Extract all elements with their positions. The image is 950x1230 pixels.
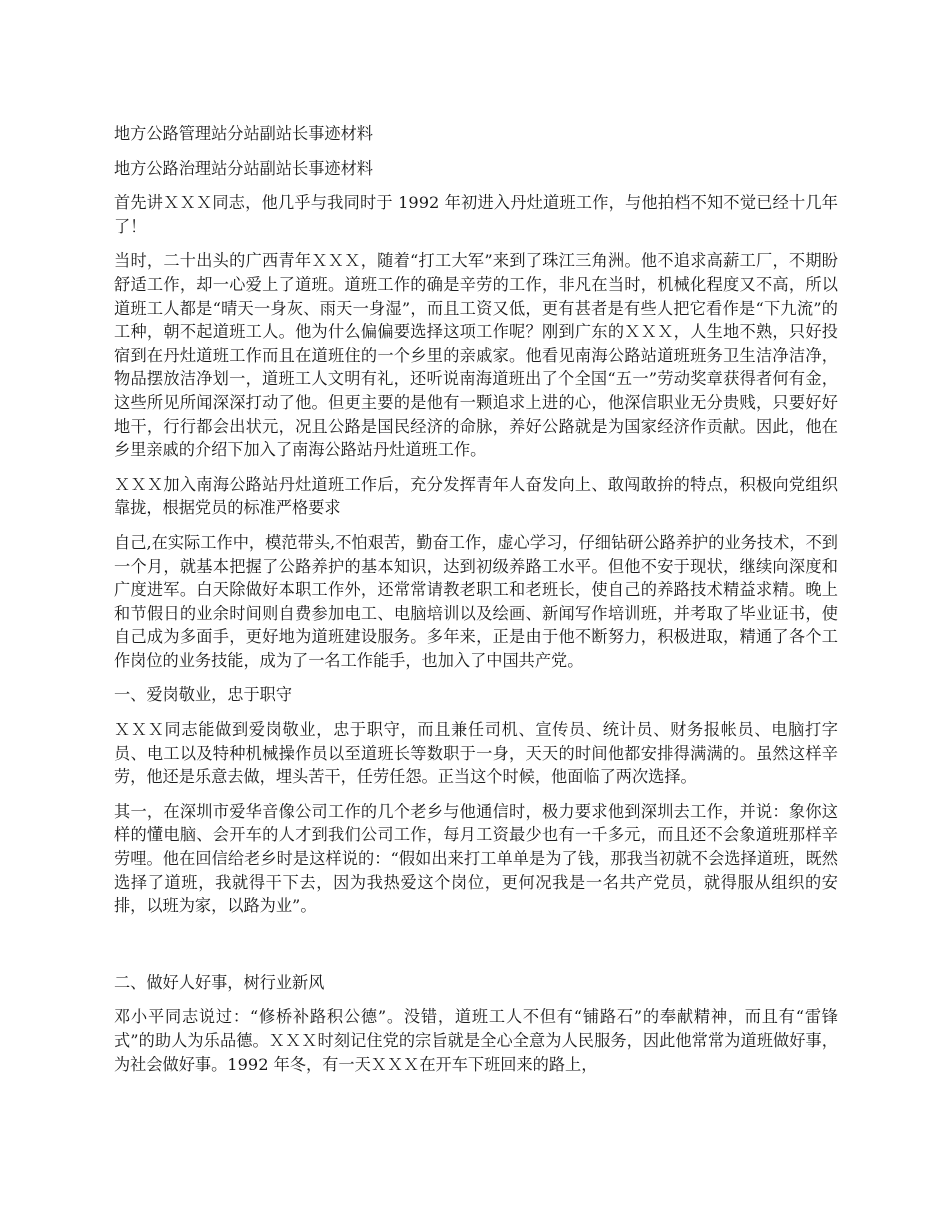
document-page: [114, 122, 838, 1087]
paragraph-good-deeds: 邓小平同志说过：“修桥补路积公德”。没错，道班工人不但有“铺路石”的奉献精神，而且有“雷锋式”的助人为乐品德。ＸＸＸ时刻记住党的宗旨就是全心全意为人民服务，因此他常常为道班做好事，为社会做好事。1992 年冬，有一天ＸＸＸ在开车下班回来的路上，: [114, 1007, 838, 1074]
paragraph-choice: 其一，在深圳市爱华音像公司工作的几个老乡与他通信时，极力要求他到深圳去工作，并说：象你这样的懂电脑、会开车的人才到我们公司工作，每月工资最少也有一千多元，而且还不会象道班那样辛劳哩。他在回信给老乡时是这样说的：“假如出来打工单单是为了钱，那我当初就不会选择道班，既然选择了道班，我就得干下去，因为我热爱这个岗位，更何况我是一名共产党员，就得服从组织的安排，以班为家，以路为业”。: [114, 801, 838, 916]
paragraph-self-study: 自己,在实际工作中，模范带头,不怕艰苦，勤奋工作，虚心学习，仔细钻研公路养护的业务技术，不到一个月，就基本把握了公路养护的基本知识，达到初级养路工水平。但他不安于现状，继续向深度和广度进军。白天除做好本职工作外，还常常请教老职工和老班长，使自己的养路技术精益求精。晚上和节假日的业余时间则自费参加电工、电脑培训以及绘画、新闻写作培训班，并考取了毕业证书，使自己成为多面手，更好地为道班建设服务。多年来，正是由于他不断努力，积极进取，精通了各个工作岗位的业务技能，成为了一名工作能手，也加入了中国共产党。: [114, 532, 838, 670]
document-title: 地方公路管理站分站副站长事迹材料: [114, 124, 373, 143]
document-subtitle: 地方公路治理站分站副站长事迹材料: [114, 158, 373, 178]
paragraph-dedication: ＸＸＸ同志能做到爱岗敬业，忠于职守，而且兼任司机、宣传员、统计员、财务报帐员、电脑打字员、电工以及特种机械操作员以至道班长等数职于一身，天天的时间他都安排得满满的。虽然这样辛劳，他还是乐意去做，埋头苦干，任劳任怨。正当这个时候，他面临了两次选择。: [114, 720, 838, 787]
section-heading-1: 一、爱岗敬业，忠于职守: [114, 685, 293, 705]
section-heading-2: 二、做好人好事，树行业新风: [114, 972, 325, 992]
paragraph-intro: 首先讲ＸＸＸ同志，他几乎与我同时于 1992 年初进入丹灶道班工作，与他拍档不知不觉已经十几年了！: [114, 193, 838, 236]
paragraph-spacer: [114, 929, 838, 971]
paragraph-joining: ＸＸＸ加入南海公路站丹灶道班工作后，充分发挥青年人奋发向上、敢闯敢拚的特点，积极向党组织靠拢，根据党员的标准严格要求: [114, 474, 838, 518]
paragraph-background: 当时，二十出头的广西青年ＸＸＸ，随着“打工大军”来到了珠江三角洲。他不追求高薪工厂，不期盼舒适工作，却一心爱上了道班。道班工作的确是辛劳的工作，非凡在当时，机械化程度又不高，所以道班工人都是“晴天一身灰、雨天一身湿”，而且工资又低，更有甚者是有些人把它看作是“下九流”的工种，朝不起道班工人。他为什么偏偏要选择这项工作呢？刚到广东的ＸＸＸ，人生地不熟，只好投宿到在丹灶道班工作而且在道班住的一个乡里的亲戚家。他看见南海公路站道班班务卫生洁净洁净，物品摆放洁净划一，道班工人文明有礼，还听说南海道班出了个全国“五一”劳动奖章获得者何有金，这些所见所闻深深打动了他。但更主要的是他有一颗追求上进的心，他深信职业无分贵贱，只要好好地干，行行都会出状元，况且公路是国民经济的命脉，养好公路就是为国家经济作贡献。因此，他在乡里亲戚的介绍下加入了南海公路站丹灶道班工作。: [114, 251, 838, 460]
